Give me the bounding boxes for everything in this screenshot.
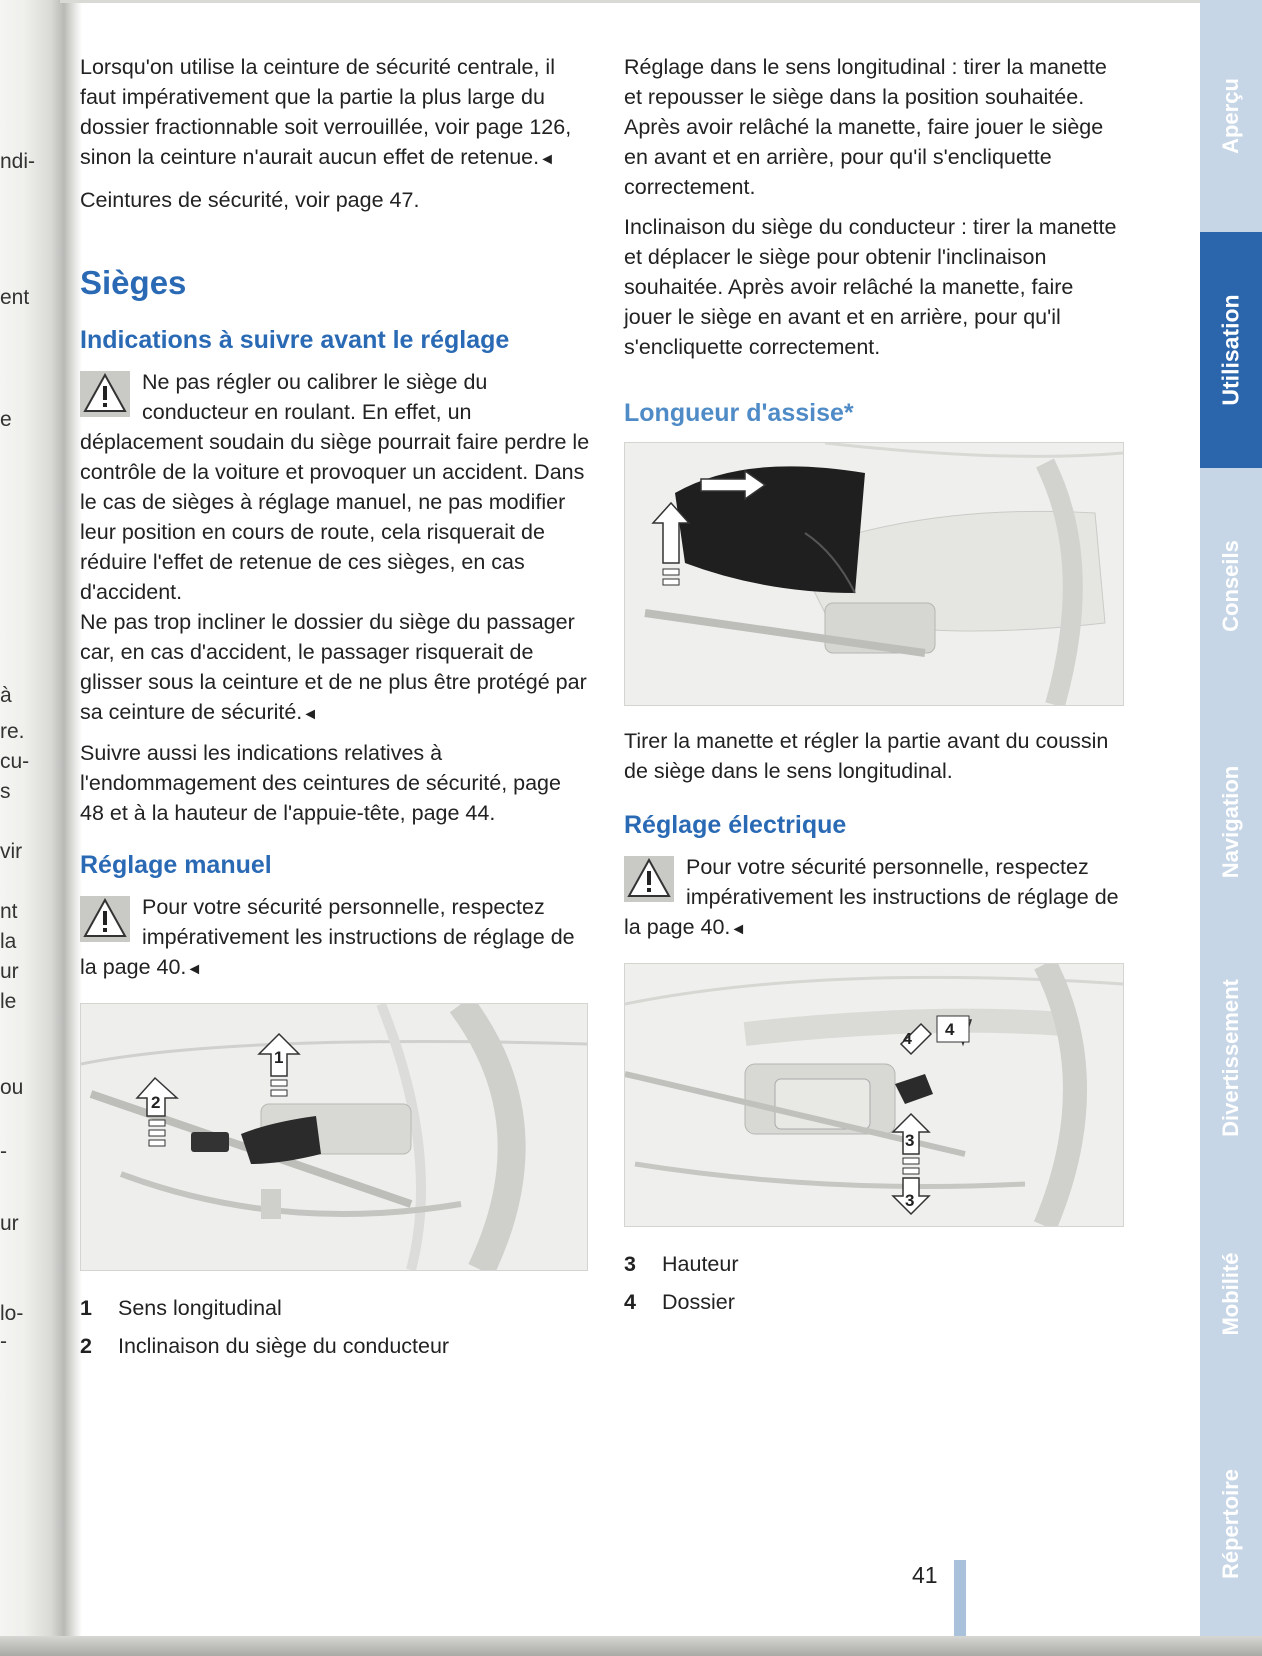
legend-item: 1 Sens longitudinal [80,1296,282,1320]
manual-seat-figure [80,1003,588,1271]
cushion-paragraph: Tirer la manette et régler la partie avant du coussin de siège dans le sens longitudinal. [624,729,1109,783]
indications-warning: Ne pas régler ou calibrer le siège du conducteur en roulant. En effet, un déplacement soudain du siège pourrait faire perdre le contrôle de la voiture et provoquer un accident. Dans le cas de sièges à réglage manuel, ne pas modifier leur position en cours de route, cela risquerait de réduire l'effet de retenue de ces sièges, en cas d'accident. Ne pas trop incliner le dossier du siège du passager car, en cas d'accident, le passager risquerait de glisser sous la ceinture et de ne plus être protégé par sa ceinture de sécurité.◄ [80,370,590,724]
arrow-label: 2 [151,1093,161,1112]
tab-apercu[interactable]: Aperçu [1200,0,1262,235]
prev-page-fragment: à [0,684,12,707]
manual-figure-arrows [81,1004,587,1270]
manual-heading: Réglage manuel [80,851,272,879]
arrow-label: 3 [905,1191,915,1210]
warning-triangle-icon [624,856,674,902]
tab-divertissement[interactable]: Divertissement [1200,940,1262,1179]
warning-triangle-icon [80,371,130,417]
prev-page-fragment: ur [0,1212,19,1235]
prev-page-fragment: - [0,1330,7,1353]
tab-navigation[interactable]: Navigation [1200,704,1262,943]
prev-page-fragment: - [0,1140,7,1163]
tab-conseils[interactable]: Conseils [1200,468,1262,707]
manual-legend [80,1289,590,1365]
warning-triangle-icon [80,896,130,942]
chapter-tabs [1200,0,1262,1636]
prev-page-fragment: ou [0,1076,24,1099]
prev-page-fragment: vir [0,840,23,863]
tab-repertoire[interactable]: Répertoire [1200,1412,1262,1639]
tab-mobilite[interactable]: Mobilité [1200,1176,1262,1415]
electric-seat-figure [624,963,1124,1227]
prev-page-fragment: ndi- [0,150,36,173]
legend-item: 3 Hauteur [624,1252,739,1276]
end-mark: ◄ [302,706,319,723]
seatbelt-reference: Ceintures de sécurité, voir page 47. [80,188,420,212]
arrow-label: 1 [274,1048,284,1067]
tab-utilisation[interactable]: Utilisation [1200,232,1262,471]
manual-warning: Pour votre sécurité personnelle, respectez impérativement les instructions de réglage de la page 40.◄ [80,895,575,979]
prev-page-fragment: le [0,990,17,1013]
section-title: Sièges [80,264,187,301]
end-mark: ◄ [539,151,555,168]
page-number: 41 [912,1562,938,1588]
cushion-figure [624,442,1124,706]
cushion-heading: Longueur d'assise* [624,399,854,427]
legend-item: 2 Inclinaison du siège du conducteur [80,1334,450,1358]
prev-page-fragment: la [0,930,17,953]
binding-gutter [0,0,82,1656]
electric-heading: Réglage électrique [624,811,847,839]
prev-page-fragment: nt [0,900,18,923]
end-mark: ◄ [730,921,747,938]
arrow-label: 3 [905,1131,915,1150]
prev-page-fragment: e [0,408,12,431]
arrow-label: 4 [903,1031,912,1048]
indications-followup: Suivre aussi les indications relatives à l'endommagement des ceintures de sécurité, page 48 et à la hauteur de l'appuie-tête, page 44. [80,741,561,825]
cushion-illustration [625,443,1123,705]
page-top-edge [60,0,1200,3]
left-column [80,52,590,1365]
right-column [624,52,1124,1321]
prev-page-fragment: re. [0,720,25,743]
page-number-bar [954,1560,966,1636]
longitudinal-paragraph: Réglage dans le sens longitudinal : tirer la manette et repousser le siège dans la position souhaitée. Après avoir relâché la manette, faire jouer le siège en avant et en arrière, pour qu'il s'encliquette correctement. [624,55,1107,199]
arrow-label: 4 [945,1020,955,1039]
indications-heading: Indications à suivre avant le réglage [80,326,510,354]
electric-figure-arrows [625,964,1123,1226]
prev-page-fragment: cu- [0,750,30,773]
electric-warning: Pour votre sécurité personnelle, respectez impérativement les instructions de réglage de la page 40.◄ [624,855,1119,939]
prev-page-fragment: ent [0,286,30,309]
prev-page-fragment: s [0,780,11,803]
intro-paragraph: Lorsqu'on utilise la ceinture de sécurité centrale, il faut impérativement que la partie la plus large du dossier fractionnable soit verrouillée, voir page 126, sinon la ceinture n'aurait aucun effet de retenue.◄ [80,55,572,169]
electric-legend [624,1245,1124,1321]
prev-page-fragment: ur [0,960,19,983]
page-bottom-edge [0,1636,1262,1656]
prev-page-fragment: lo- [0,1302,24,1325]
end-mark: ◄ [186,961,203,978]
legend-item: 4 Dossier [624,1290,735,1314]
inclination-paragraph: Inclinaison du siège du conducteur : tirer la manette et déplacer le siège pour obtenir l'inclinaison souhaitée. Après avoir relâché la manette, faire jouer le siège en avant et en arrière, pour qu'il s'encliquette correctement. [624,215,1117,359]
